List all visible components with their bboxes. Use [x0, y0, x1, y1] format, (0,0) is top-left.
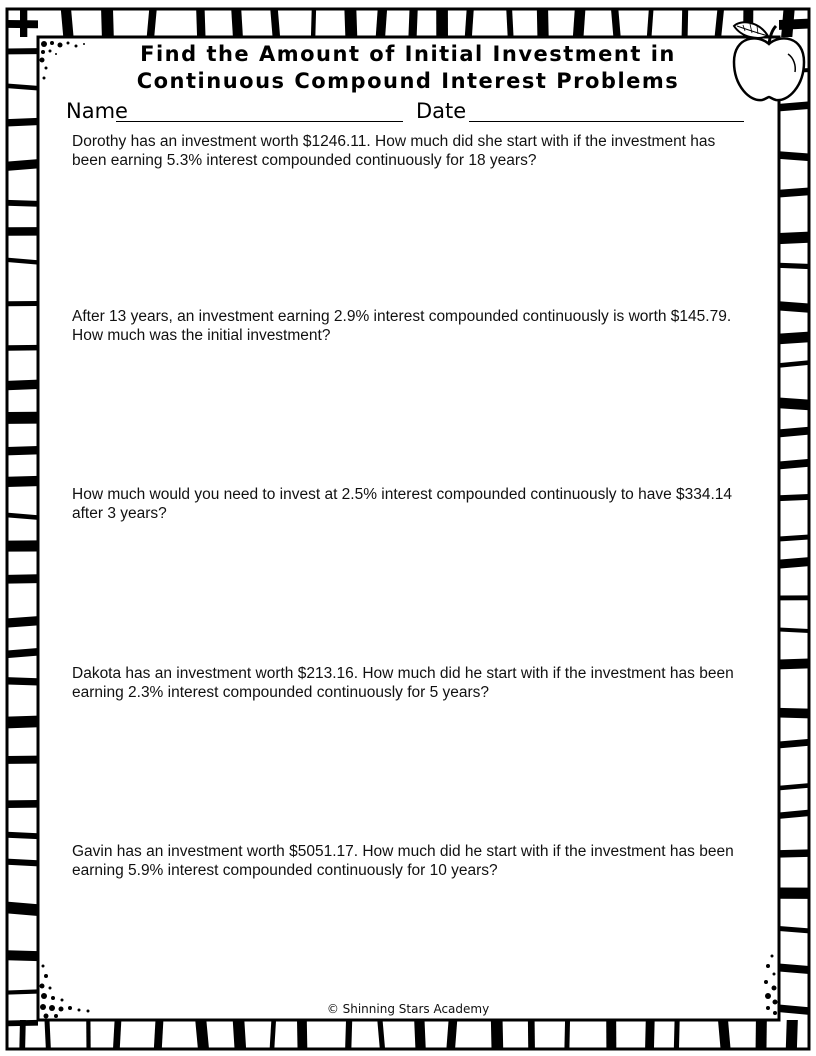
- bottom-border-stripe: [44, 1020, 50, 1049]
- left-border-stripe: [7, 159, 38, 171]
- left-border-stripe: [7, 859, 38, 867]
- bottom-border-stripe: [297, 1020, 307, 1049]
- right-border-stripe: [779, 360, 809, 368]
- date-label: Date: [416, 99, 467, 123]
- problem-5-text: Gavin has an investment worth $5051.17. How much did he start with if the investment has been earning 5.9% interest compounded continuously for 10 years?: [72, 843, 734, 879]
- right-border-stripe: [779, 232, 809, 245]
- problem-2-text: After 13 years, an investment earning 2.9% interest compounded continuously is worth $145.79. How much was the initial investment?: [72, 308, 732, 344]
- right-border-stripe: [779, 188, 809, 198]
- right-border-stripe: [779, 926, 809, 933]
- left-border-stripe: [7, 902, 38, 916]
- bottom-border-stripe: [606, 1020, 616, 1049]
- left-border-stripe: [7, 446, 38, 455]
- bottom-border-stripe: [19, 1020, 25, 1049]
- left-border-stripe: [7, 950, 38, 961]
- bottom-border-stripe: [154, 1020, 164, 1049]
- right-border-stripe: [779, 151, 809, 161]
- top-border-stripe: [465, 9, 474, 37]
- left-border-stripe: [7, 716, 38, 729]
- bottom-border-stripe: [674, 1020, 680, 1049]
- top-border-stripe: [506, 9, 513, 37]
- top-border-stripe: [344, 9, 357, 37]
- top-border-stripe: [376, 9, 387, 37]
- right-border-stripe: [779, 810, 809, 819]
- left-border-stripe: [7, 301, 38, 306]
- bottom-border-stripe: [113, 1020, 121, 1049]
- right-border-stripe: [779, 627, 809, 633]
- bottom-border-stripe: [786, 1020, 798, 1049]
- problem-1-text: Dorothy has an investment worth $1246.11. How much did she start with if the investment has been earning 5.3% interest compounded continuously for 18 years?: [72, 133, 716, 169]
- right-border-stripe: [779, 658, 809, 669]
- worksheet-title-line-1: Find the Amount of Initial Investment in: [140, 42, 676, 66]
- top-border-stripe: [147, 9, 157, 37]
- name-label: Name: [66, 99, 128, 123]
- bottom-border-stripe: [645, 1020, 655, 1049]
- bottom-border-stripe: [528, 1020, 535, 1049]
- top-border-stripe: [61, 9, 74, 37]
- top-border-stripe: [231, 9, 243, 37]
- problem-4-text: Dakota has an investment worth $213.16. How much did he start with if the investment has been earning 2.3% interest compounded continuously for 5 years?: [72, 665, 734, 701]
- problem-3-text: How much would you need to invest at 2.5% interest compounded continuously to have $334.14 after 3 years?: [72, 486, 733, 522]
- top-border-stripe: [682, 9, 689, 37]
- left-border-stripe: [7, 118, 38, 127]
- bottom-border-stripe: [270, 1020, 276, 1049]
- left-border-stripe: [7, 677, 38, 685]
- bottom-border-stripe: [414, 1020, 426, 1049]
- right-border-stripe: [779, 557, 809, 568]
- left-border-stripe: [7, 574, 38, 583]
- left-border-stripe: [7, 412, 38, 424]
- bottom-border-stripe: [195, 1020, 209, 1049]
- left-border-stripe: [7, 345, 38, 351]
- bottom-border-stripe: [491, 1020, 503, 1049]
- right-border-stripe: [779, 708, 809, 719]
- top-border-stripe: [647, 9, 654, 37]
- left-border-stripe: [7, 200, 38, 207]
- right-border-stripe: [779, 888, 809, 899]
- right-border-stripe: [779, 301, 809, 313]
- right-border-stripe: [779, 427, 809, 438]
- top-border-stripe: [20, 9, 27, 37]
- right-border-stripe: [779, 263, 809, 269]
- right-border-stripe: [779, 459, 809, 470]
- left-border-stripe: [7, 227, 38, 236]
- left-border-stripe: [7, 989, 38, 994]
- left-border-stripe: [7, 476, 38, 487]
- right-border-stripe: [779, 332, 809, 345]
- top-border-stripe: [611, 9, 621, 37]
- left-border-stripe: [7, 756, 38, 764]
- right-border-stripe: [779, 398, 809, 411]
- right-border-stripe: [779, 783, 809, 790]
- date-field[interactable]: [469, 121, 744, 122]
- bottom-border-stripe: [756, 1020, 767, 1049]
- top-border-stripe: [436, 9, 448, 37]
- bottom-border-stripe: [718, 1020, 731, 1049]
- copyright-footer: © Shinning Stars Academy: [326, 1002, 490, 1016]
- left-border-stripe: [7, 513, 38, 520]
- left-border-stripe: [7, 832, 38, 839]
- left-border-stripe: [7, 800, 38, 808]
- bottom-border-stripe: [345, 1020, 352, 1049]
- right-border-stripe: [779, 739, 809, 748]
- top-border-stripe: [537, 9, 549, 37]
- top-border-stripe: [196, 9, 205, 37]
- bottom-border-stripe: [377, 1020, 385, 1049]
- bottom-border-stripe: [446, 1020, 457, 1049]
- top-border-stripe: [573, 9, 586, 37]
- top-border-stripe: [101, 9, 114, 37]
- worksheet-title-line-2: Continuous Compound Interest Problems: [136, 69, 680, 93]
- left-border-stripe: [7, 648, 38, 658]
- left-border-stripe: [7, 616, 38, 627]
- top-border-stripe: [715, 9, 724, 37]
- top-border-stripe: [270, 9, 280, 37]
- bottom-border-stripe: [564, 1020, 570, 1049]
- left-border-stripe: [7, 540, 38, 551]
- right-border-stripe: [779, 849, 809, 857]
- top-border-stripe: [408, 9, 417, 37]
- right-border-stripe: [779, 964, 809, 974]
- bottom-border-stripe: [86, 1020, 90, 1049]
- left-border-stripe: [7, 258, 38, 265]
- bottom-border-stripe: [233, 1020, 246, 1049]
- top-border-stripe: [311, 9, 316, 37]
- name-field[interactable]: [116, 121, 403, 122]
- right-border-stripe: [779, 494, 809, 501]
- left-border-stripe: [7, 380, 38, 391]
- right-border-stripe: [779, 595, 809, 600]
- right-border-stripe: [779, 534, 809, 541]
